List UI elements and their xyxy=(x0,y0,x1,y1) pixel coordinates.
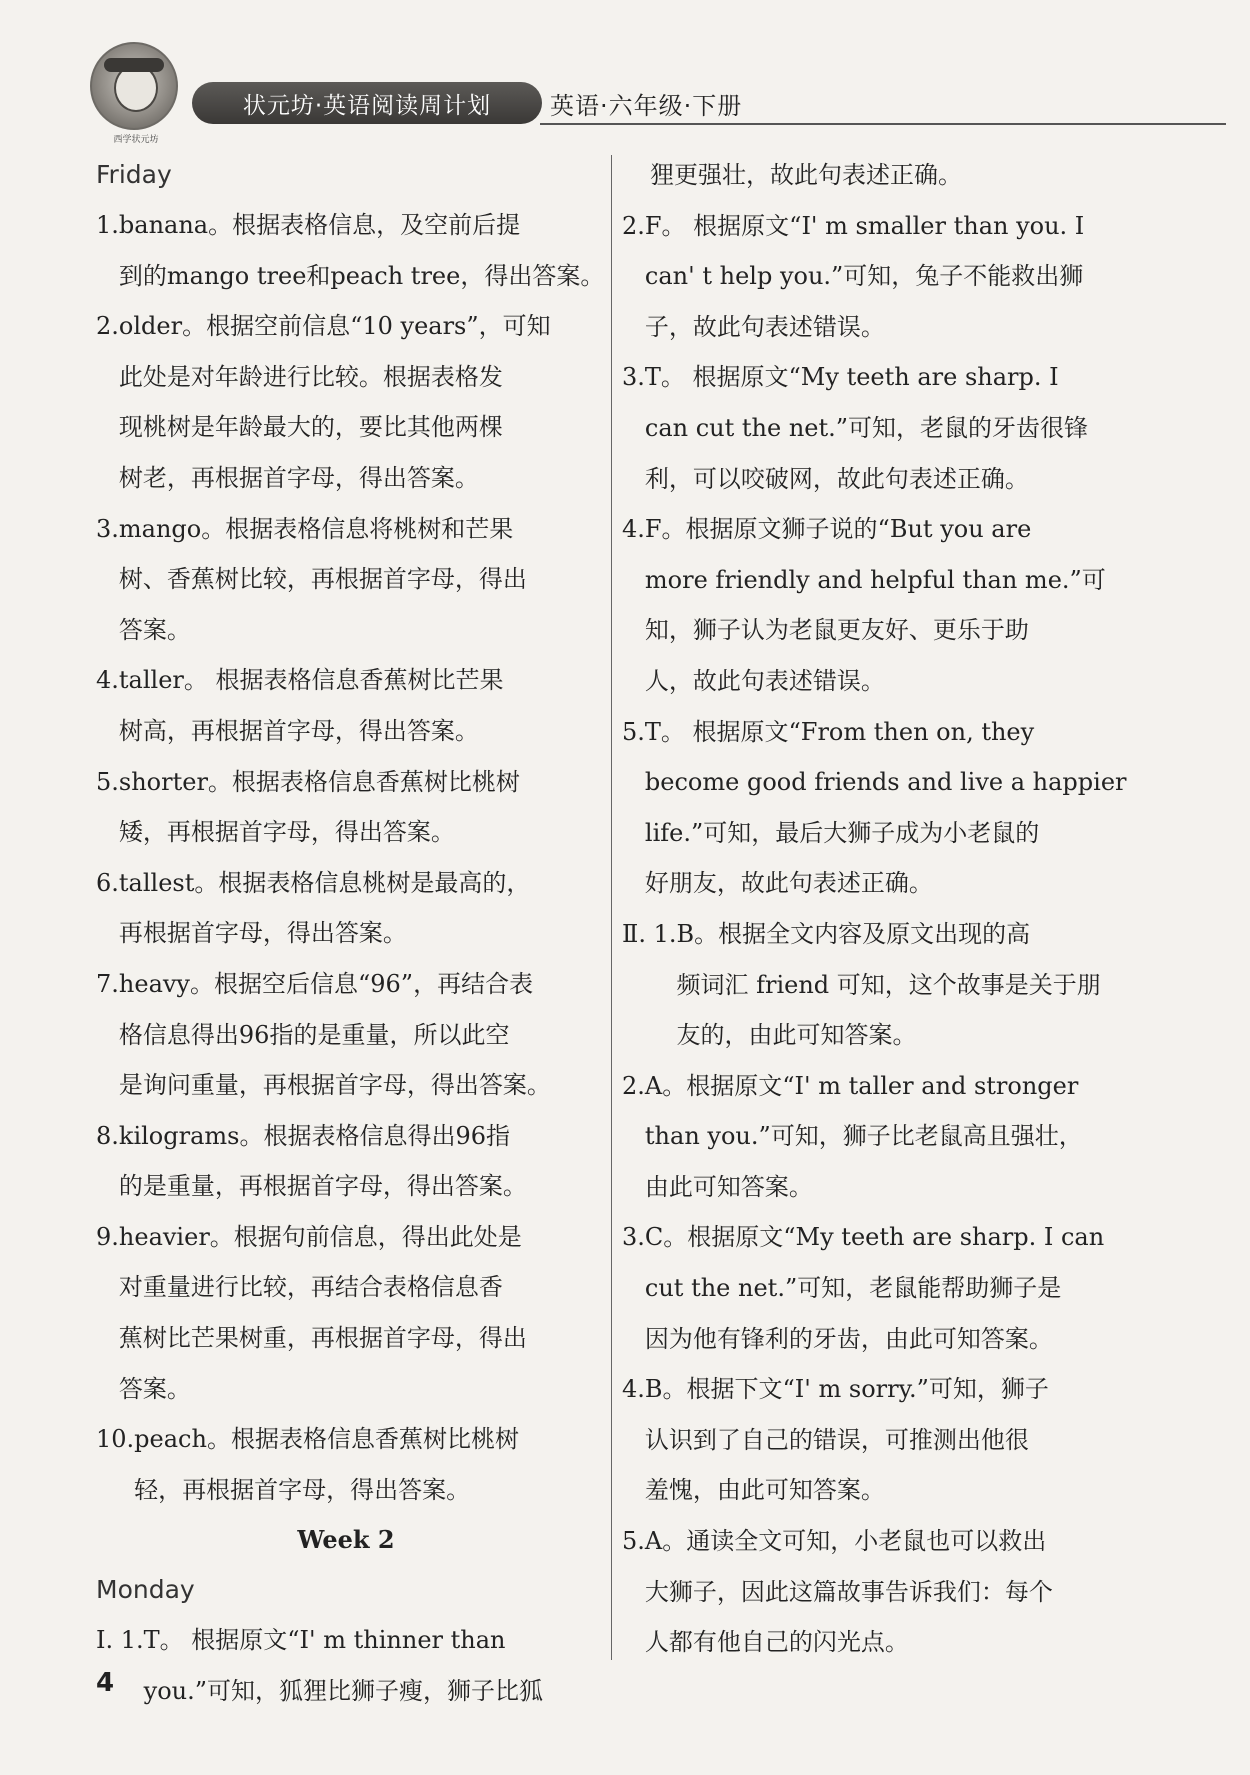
answer-line: B。根据全文内容及原文出现的高 xyxy=(676,919,1031,948)
logo-hat xyxy=(104,58,164,72)
answer-line: 人，故此句表述错误。 xyxy=(644,666,885,695)
answer-text xyxy=(119,1111,596,1212)
answer-item xyxy=(622,504,1122,706)
answer-item xyxy=(96,757,596,858)
answer-number: 5. xyxy=(96,767,119,796)
answer-number: 1. xyxy=(96,211,119,239)
answer-line: 到的mango tree和peach tree，得出答案。 xyxy=(118,261,605,290)
answer-text xyxy=(645,352,1122,504)
answer-number: 7. xyxy=(96,969,119,998)
answer-line: 此处是对年龄进行比较。根据表格发 xyxy=(118,362,503,391)
day-heading-monday: Monday xyxy=(96,1575,195,1605)
answer-number: 2. xyxy=(622,211,645,240)
answer-text xyxy=(144,1615,596,1716)
answer-line: 对重量进行比较，再结合表格信息香 xyxy=(118,1273,503,1302)
answer-line: become good friends and live a happier xyxy=(644,768,1127,797)
answer-item xyxy=(96,200,605,301)
answer-line: 再根据首字母，得出答案。 xyxy=(118,919,407,948)
answer-line: A。根据原文“I' m taller and stronger xyxy=(644,1071,1079,1100)
header-rule xyxy=(540,123,1226,125)
answer-line: A。通读全文可知，小老鼠也可以救出 xyxy=(644,1527,1047,1556)
answer-line: peach。根据表格信息香蕉树比桃树 xyxy=(134,1425,519,1454)
week-title: Week 2 xyxy=(297,1525,395,1555)
answer-line: 知，狮子认为老鼠更友好、更乐于助 xyxy=(644,616,1029,645)
answer-line: cut the net.”可知，老鼠能帮助狮子是 xyxy=(644,1274,1062,1303)
answer-text xyxy=(119,301,596,503)
answer-line: 答案。 xyxy=(118,615,191,644)
answer-line: kilograms。根据表格信息得出96指 xyxy=(118,1121,511,1150)
answer-text xyxy=(645,1061,1122,1213)
answer-item xyxy=(96,301,596,503)
answer-line: 树高，再根据首字母，得出答案。 xyxy=(118,716,479,745)
answer-line: taller。 根据表格信息香蕉树比芒果 xyxy=(118,666,504,695)
answer-text xyxy=(119,757,596,858)
column-divider xyxy=(611,155,612,1660)
answer-line: banana。根据表格信息，及空前后提 xyxy=(118,211,521,239)
answer-number: 8. xyxy=(96,1121,119,1150)
answer-line: 羞愧，由此可知答案。 xyxy=(644,1476,885,1505)
answer-item xyxy=(96,1414,596,1515)
part2-answers xyxy=(622,909,1122,1668)
answer-line: 格信息得出96指的是重量，所以此空 xyxy=(118,1020,510,1049)
answer-line: can' t help you.”可知，兔子不能救出狮 xyxy=(644,262,1084,291)
answer-line: 好朋友，故此句表述正确。 xyxy=(644,869,933,898)
answer-number: 4. xyxy=(622,515,645,544)
friday-answers xyxy=(96,200,605,1515)
answer-text xyxy=(645,707,1127,909)
answer-line: 人都有他自己的闪光点。 xyxy=(644,1628,909,1657)
answer-line: 蕉树比芒果树重，再根据首字母，得出 xyxy=(118,1324,527,1353)
answer-item xyxy=(96,858,596,959)
answer-line: T。 根据原文“My teeth are sharp. I xyxy=(644,363,1059,392)
monday-answers xyxy=(96,1615,596,1716)
answer-line: tallest。根据表格信息桃树是最高的， xyxy=(118,868,531,897)
answer-line: C。根据原文“My teeth are sharp. I can xyxy=(644,1223,1105,1252)
answer-text xyxy=(119,655,596,756)
answer-item xyxy=(96,959,596,1111)
answer-number: 4. xyxy=(96,666,119,695)
answer-line: 树老，再根据首字母，得出答案。 xyxy=(118,463,479,492)
answer-text xyxy=(645,1516,1122,1668)
answer-line: 利，可以咬破网，故此句表述正确。 xyxy=(644,464,1029,493)
answer-line: 大狮子，因此这篇故事告诉我们：每个 xyxy=(644,1577,1053,1606)
answer-item xyxy=(622,1212,1122,1364)
answer-text xyxy=(645,1364,1122,1516)
answer-text xyxy=(676,909,1122,1061)
answer-text xyxy=(645,504,1122,706)
answer-item xyxy=(96,1212,596,1414)
answer-line: more friendly and helpful than me.”可 xyxy=(644,565,1106,594)
page-number: 4 xyxy=(96,1668,115,1698)
subject-grade: 英语·六年级·下册 xyxy=(550,92,743,120)
answer-text xyxy=(119,504,596,656)
answer-number: 4. xyxy=(622,1375,645,1404)
answer-line: T。 根据原文“From then on, they xyxy=(644,717,1035,746)
answer-line: you.”可知，狐狸比狮子瘦，狮子比狐 xyxy=(143,1677,544,1706)
answer-line: heavier。根据句前信息，得出此处是 xyxy=(118,1222,522,1251)
right-column xyxy=(622,150,1127,1668)
answer-line: 友的，由此可知答案。 xyxy=(676,1021,917,1050)
part1-answers xyxy=(622,201,1127,909)
answer-line: 现桃树是年龄最大的，要比其他两棵 xyxy=(118,413,503,442)
logo-caption: 西学状元坊 xyxy=(113,135,159,145)
answer-line: 子，故此句表述错误。 xyxy=(644,312,885,341)
answer-item xyxy=(622,1061,1122,1213)
answer-item xyxy=(622,707,1127,909)
series-title: 状元坊·英语阅读周计划 xyxy=(192,82,542,124)
answer-line: 由此可知答案。 xyxy=(644,1172,813,1201)
continuation-line: 狸更强壮，故此句表述正确。 xyxy=(650,161,962,189)
left-column xyxy=(96,150,605,1717)
answer-text xyxy=(645,201,1122,353)
answer-item xyxy=(622,201,1122,353)
answer-item xyxy=(622,1516,1122,1668)
answer-line: 答案。 xyxy=(118,1374,191,1403)
answer-line: 矮，再根据首字母，得出答案。 xyxy=(118,818,455,847)
answer-line: T。 根据原文“I' m thinner than xyxy=(143,1626,506,1655)
answer-number: Ⅰ. 1. xyxy=(96,1626,144,1655)
answer-item xyxy=(96,655,596,756)
answer-item xyxy=(96,1111,596,1212)
answer-line: shorter。根据表格信息香蕉树比桃树 xyxy=(118,767,520,796)
answer-line: 认识到了自己的错误，可推测出他很 xyxy=(644,1425,1029,1454)
answer-item xyxy=(622,352,1122,504)
answer-item xyxy=(96,1615,596,1716)
answer-number: 5. xyxy=(622,717,645,746)
answer-line: mango。根据表格信息将桃树和芒果 xyxy=(118,514,514,543)
answer-number: 3. xyxy=(96,514,119,543)
answer-text xyxy=(645,1212,1122,1364)
answer-text xyxy=(134,1414,596,1515)
answer-line: than you.”可知，狮子比老鼠高且强壮， xyxy=(644,1122,1083,1151)
answer-line: 是询问重量，再根据首字母，得出答案。 xyxy=(118,1071,551,1100)
answer-item xyxy=(96,504,596,656)
answer-text xyxy=(119,858,596,959)
answer-line: 的是重量，再根据首字母，得出答案。 xyxy=(118,1172,527,1201)
answer-text xyxy=(119,200,604,301)
answer-line: 轻，再根据首字母，得出答案。 xyxy=(134,1475,471,1504)
answer-line: heavy。根据空后信息“96”，再结合表 xyxy=(118,969,534,998)
answer-number: 6. xyxy=(96,868,119,897)
answer-item xyxy=(622,909,1122,1061)
answer-number: 5. xyxy=(622,1527,645,1556)
answer-number: 2. xyxy=(622,1071,645,1100)
answer-text xyxy=(119,959,596,1111)
answer-line: 频词汇 friend 可知，这个故事是关于朋 xyxy=(676,970,1101,999)
answer-number: 3. xyxy=(622,363,645,392)
answer-text xyxy=(119,1212,596,1414)
answer-number: Ⅱ. 1. xyxy=(622,919,677,948)
answer-line: F。 根据原文“I' m smaller than you. I xyxy=(644,211,1085,240)
answer-line: B。根据下文“I' m sorry.”可知，狮子 xyxy=(644,1375,1049,1404)
answer-number: 2. xyxy=(96,312,119,341)
answer-line: life.”可知，最后大狮子成为小老鼠的 xyxy=(644,818,1040,847)
answer-number: 9. xyxy=(96,1222,119,1251)
answer-line: can cut the net.”可知，老鼠的牙齿很锋 xyxy=(644,413,1089,442)
answer-item xyxy=(622,1364,1122,1516)
day-heading-friday: Friday xyxy=(96,160,172,189)
answer-line: 树、香蕉树比较，再根据首字母，得出 xyxy=(118,565,527,594)
answer-line: 因为他有锋利的牙齿，由此可知答案。 xyxy=(644,1324,1053,1353)
answer-line: F。根据原文狮子说的“But you are xyxy=(644,515,1032,544)
answer-line: older。根据空前信息“10 years”，可知 xyxy=(118,312,551,341)
answer-number: 3. xyxy=(622,1223,645,1252)
answer-number: 10. xyxy=(96,1425,135,1454)
brand-logo xyxy=(90,42,178,130)
